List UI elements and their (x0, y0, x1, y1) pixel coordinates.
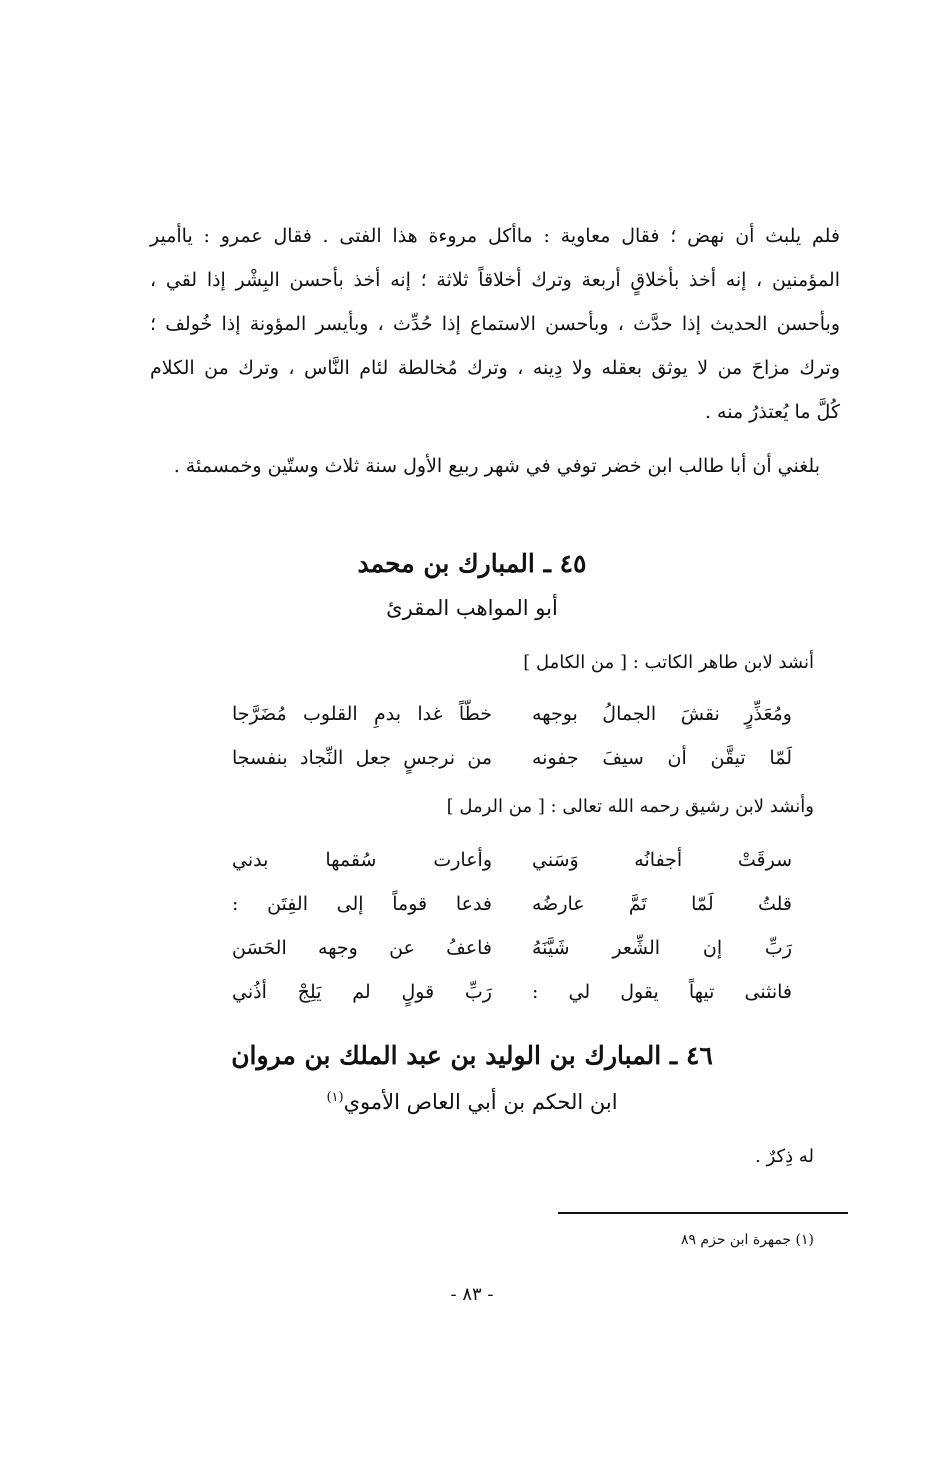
entry-45-title: ٤٥ ـ المبارك بن محمد (357, 549, 587, 578)
text-line: وبأحسن الحديث إذا حدَّث ، وبأحسن الاستماع إذا حُدِّث ، وبأيسر المؤونة إذا خُولف ؛ (150, 313, 840, 335)
verse-line (232, 838, 792, 882)
footnote-divider (558, 1212, 848, 1214)
verse-first-hemistich: سرقَتْ أجفانُه وَسَني (532, 849, 792, 871)
verse-line (232, 970, 792, 1014)
verse-line (232, 882, 792, 926)
verse-first-hemistich: رَبِّ إن الشِّعر شَيَّنَهُ (532, 937, 792, 959)
verse-second-hemistich: فاعفُ عن وجهه الحَسَن (232, 937, 492, 959)
verse-second-hemistich: وأعارت سُقمها بدني (232, 849, 492, 871)
entry-45-subtitle: أبو المواهب المقرئ (386, 596, 558, 620)
page-number: - ٨٣ - (450, 1284, 494, 1305)
poem-kamil (232, 692, 792, 780)
verse-second-hemistich: فدعا قوماً إلى الفِتَن : (232, 893, 492, 915)
verse-second-hemistich: خطّاً غدا بدمِ القلوب مُضَرَّجا (232, 703, 492, 725)
verse-second-hemistich: رَبِّ قولٍ لم يَلِجْ أذُني (232, 981, 492, 1003)
entry-46-title: ٤٦ ـ المبارك بن الوليد بن عبد الملك بن مروان (231, 1041, 713, 1070)
verse-line (232, 926, 792, 970)
entry-46-subtitle (0, 1084, 944, 1120)
paragraph-death-notice: بلغني أن أبا طالب ابن خضر توفي في شهر ربيع الأول سنة ثلاث وستّين وخمسمئة . (173, 455, 820, 477)
footnote: (١) جمهرة ابن حزم ٨٩ (680, 1232, 814, 1248)
text-line: كُلَّ ما يُعتذرُ منه . (704, 401, 840, 423)
verse-second-hemistich: من نرجسٍ جعل النِّجاد بنفسجا (232, 747, 492, 769)
paragraph-muawiya (150, 214, 840, 434)
entry-46-note: له ذِكرٌ . (755, 1146, 814, 1167)
entry-45-intro-1: أنشد لابن طاهر الكاتب : [ من الكامل ] (523, 652, 814, 673)
verse-first-hemistich: لَمّا تيقَّن أن سيفَ جفونه (532, 747, 792, 769)
text-line: وترك مزاحَ من لا يوثق بعقله ولا دِينه ، وترك مُخالطة لئام النَّاس ، وترك من الكلام (150, 357, 840, 379)
footnote-marker: (١) (326, 1090, 344, 1105)
verse-first-hemistich: ومُعَذِّرٍ نقشَ الجمالُ بوجهه (532, 703, 792, 725)
verse-line (232, 692, 792, 736)
verse-first-hemistich: فانثنى تيهاً يقول لي : (532, 981, 792, 1003)
text-line: فلم يلبث أن نهض ؛ فقال معاوية : ماأكل مروءة هذا الفتى . فقال عمرو : ياأمير (150, 225, 840, 247)
poem-ramal (232, 838, 792, 1014)
verse-first-hemistich: قلتُ لَمّا تَمَّ عارضُه (532, 893, 792, 915)
entry-46-subtitle-text: ابن الحكم بن أبي العاص الأموي (343, 1090, 618, 1114)
text-line: المؤمنين ، إنه أخذ بأخلاقٍ أربعة وترك أخلاقاً ثلاثة ؛ إنه أخذ بأحسن البِشْر إذا لقي ، (150, 269, 840, 291)
verse-line (232, 736, 792, 780)
entry-45-intro-2: وأنشد لابن رشيق رحمه الله تعالى : [ من الرمل ] (446, 796, 814, 817)
